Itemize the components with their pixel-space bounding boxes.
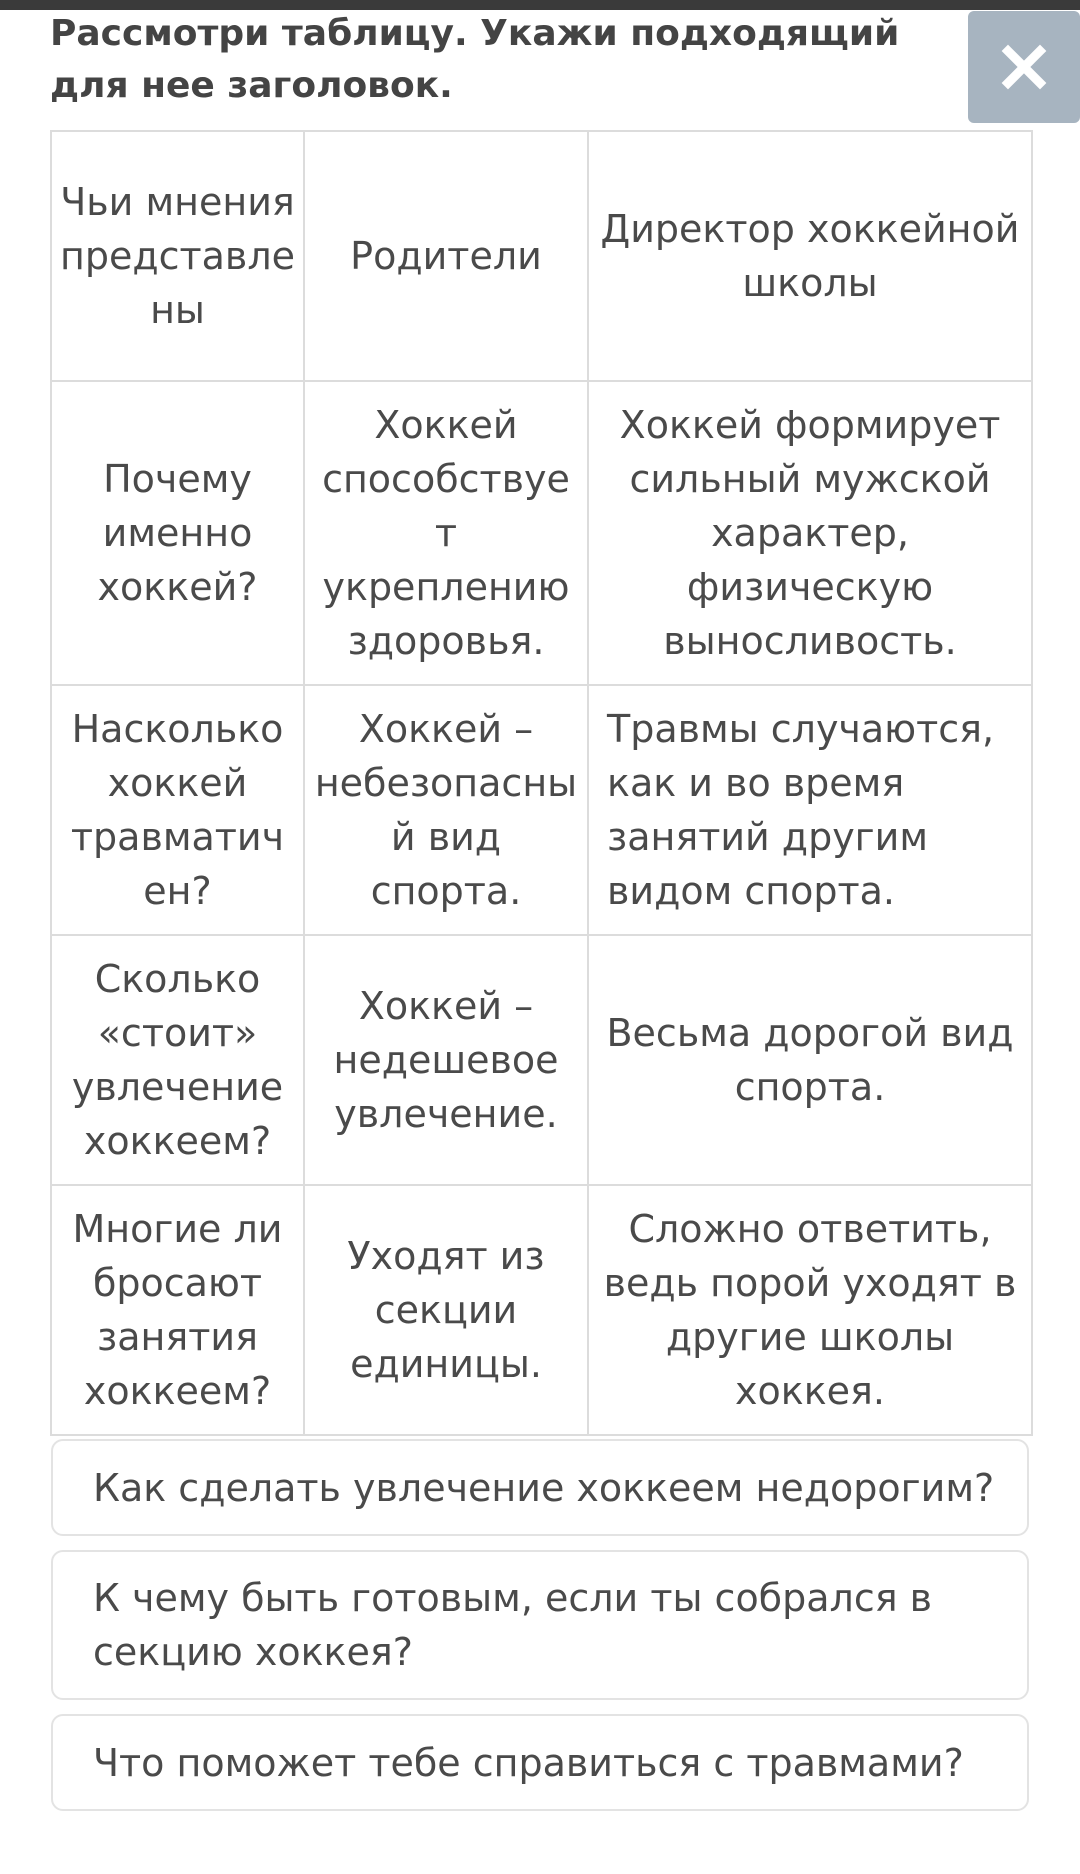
table-cell: Насколько хоккей травматичен? (51, 685, 304, 935)
table-cell: Хоккей способствует укреплению здоровья. (304, 381, 588, 685)
answer-option-1[interactable] (51, 1439, 1029, 1536)
data-table (50, 130, 1031, 1436)
answer-option-2[interactable] (51, 1550, 1029, 1700)
table-cell: Хоккей – недешевое увлечение. (304, 935, 588, 1185)
table-row (51, 131, 1032, 381)
table-cell: Многие ли бросают занятия хоккеем? (51, 1185, 304, 1435)
table-cell: Травмы случаются, как и во время занятий другим видом спорта. (588, 685, 1032, 935)
table-row (51, 381, 1032, 685)
answer-option-label: Как сделать увлечение хоккеем недорогим? (93, 1465, 995, 1510)
table-cell: Директор хоккейной школы (588, 131, 1032, 381)
table-cell: Почему именно хоккей? (51, 381, 304, 685)
table-cell: Чьи мнения представлены (51, 131, 304, 381)
table-cell: Весьма дорогой вид спорта. (588, 935, 1032, 1185)
table-cell: Сколько «стоит» увлечение хоккеем? (51, 935, 304, 1185)
table-cell: Уходят из секции единицы. (304, 1185, 588, 1435)
table-cell: Родители (304, 131, 588, 381)
question-text: Рассмотри таблицу. Укажи подходящий для нее заголовок. (50, 13, 900, 106)
close-icon (1000, 43, 1048, 91)
answer-option-label: К чему быть готовым, если ты собрался в секцию хоккея? (93, 1576, 933, 1674)
table-cell: Сложно ответить, ведь порой уходят в другие школы хоккея. (588, 1185, 1032, 1435)
table-row (51, 935, 1032, 1185)
close-button[interactable] (968, 11, 1080, 123)
answer-option-label: Что поможет тебе справиться с травмами? (93, 1740, 964, 1785)
table-cell: Хоккей – небезопасный вид спорта. (304, 685, 588, 935)
answer-option-3[interactable] (51, 1714, 1029, 1811)
table-row (51, 1185, 1032, 1435)
table-row (51, 685, 1032, 935)
table-cell: Хоккей формирует сильный мужской характер, физическую выносливость. (588, 381, 1032, 685)
